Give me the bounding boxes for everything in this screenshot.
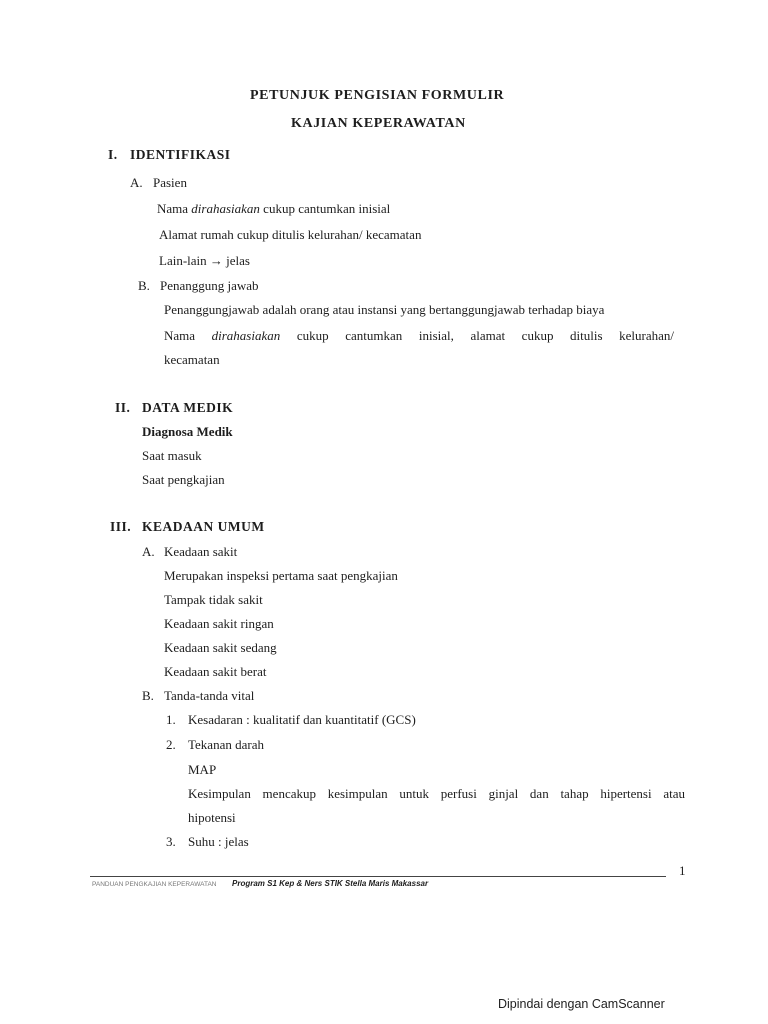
section1-a-label: A. [130,175,143,190]
section2-heading: DATA MEDIK [142,400,234,415]
italic-term: dirahasiakan [211,328,281,343]
page-number: 1 [679,863,686,878]
text-segment: cukup cantumkan inisial, alamat cukup ditulis kelurahan/ [296,328,675,343]
section3-a-title: Keadaan sakit [164,544,238,559]
document-title-line2: KAJIAN KEPERAWATAN [291,116,466,131]
section1-a-line2: Alamat rumah cukup ditulis kelurahan/ kecamatan [159,227,422,242]
section1-b-line3: kecamatan [164,352,220,367]
section3-a-line: Merupakan inspeksi pertama saat pengkajian [164,568,398,583]
vital-item2-text: Tekanan darah [188,737,264,752]
vital-item2-conclusion2: hipotensi [188,810,236,825]
section2-subheading: Diagnosa Medik [142,424,233,439]
section1-number: I. [108,147,118,162]
text-segment: Nama [157,201,189,216]
section2-line2: Saat pengkajian [142,472,225,487]
section2-line1: Saat masuk [142,448,202,463]
section1-a-title: Pasien [153,175,187,190]
footer-program: Program S1 Kep & Ners STIK Stella Maris Makassar [232,879,429,888]
footer-divider [90,876,666,877]
italic-term: dirahasiakan [191,201,260,216]
section1-heading: IDENTIFIKASI [130,147,231,162]
camscanner-watermark: Dipindai dengan CamScanner [498,997,665,1011]
vital-item3-number: 3. [166,834,176,849]
section3-a-line: Tampak tidak sakit [164,592,263,607]
section3-a-line: Keadaan sakit sedang [164,640,277,655]
section3-number: III. [110,519,132,534]
document-title-line1: PETUNJUK PENGISIAN FORMULIR [250,88,505,103]
footer-left-text: PANDUAN PENGKAJIAN KEPERAWATAN [92,881,217,888]
section3-b-label: B. [142,688,154,703]
section2-number: II. [115,400,131,415]
section1-a-line1 [157,201,390,217]
text-segment: cukup cantumkan inisial [263,201,391,216]
vital-item1-number: 1. [166,712,176,727]
section3-heading: KEADAAN UMUM [142,519,265,534]
section1-b-title: Penanggung jawab [160,278,259,293]
vital-item1-text: Kesadaran : kualitatif dan kuantitatif (GCS) [188,712,416,727]
section3-a-line: Keadaan sakit ringan [164,616,274,631]
vital-item2-number: 2. [166,737,176,752]
section1-a-line3: Lain-lain → jelas [159,253,250,268]
vital-item2-map: MAP [188,762,217,777]
section1-b-label: B. [138,278,150,293]
section3-b-title: Tanda-tanda vital [164,688,255,703]
vital-item2-conclusion1: Kesimpulan mencakup kesimpulan untuk perfusi ginjal dan tahap hipertensi atau [188,786,685,801]
text-segment: Nama [164,328,196,343]
vital-item3-text: Suhu : jelas [188,834,249,849]
section3-a-line: Keadaan sakit berat [164,664,267,679]
section1-b-line1: Penanggungjawab adalah orang atau instansi yang bertanggungjawab terhadap biaya [164,302,605,317]
section3-a-label: A. [142,544,155,559]
section1-b-line2 [164,328,674,344]
